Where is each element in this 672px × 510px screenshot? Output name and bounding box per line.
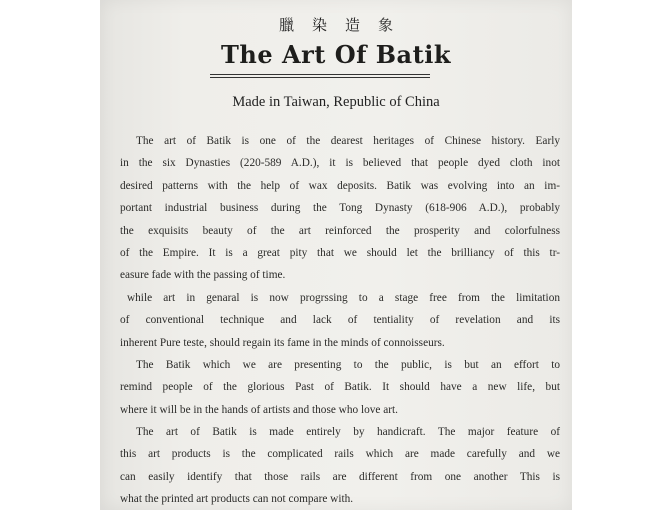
body-line: where it will be in the hands of artists and those who love art. (120, 403, 398, 416)
body-line: can easily identify that those rails are different from one another This is (120, 470, 560, 483)
body-line: the exquisits beauty of the art reinforced the prosperity and colorfulness (120, 224, 560, 237)
title-underline (210, 74, 430, 75)
chinese-title: 臘染造象 (278, 16, 411, 34)
body-line: The art of Batik is one of the dearest heritages of Chinese history. Early (136, 135, 560, 147)
document-subtitle: Made in Taiwan, Republic of China (232, 94, 440, 110)
body-line: in the six Dynasties (220-589 A.D.), it is believed that people dyed cloth inot (120, 157, 560, 170)
body-line: of conventional technique and lack of tentiality of revelation and its (120, 314, 560, 327)
body-line: easure fade with the passing of time. (120, 269, 286, 282)
body-line: desired patterns with the help of wax deposits. Batik was evolving into an im- (120, 179, 560, 192)
body-line: remind people of the glorious Past of Batik. It should have a new life, but (120, 381, 560, 394)
body-line: of the Empire. It is a great pity that we should let the brilliancy of this tr- (120, 246, 560, 259)
body-line: The art of Batik is made entirely by handicraft. The major feature of (136, 426, 560, 439)
body-line: portant industrial business during the Tong Dynasty (618-906 A.D.), probably (120, 202, 560, 215)
document-title: The Art Of Batik (221, 40, 451, 69)
document-body (120, 130, 560, 510)
body-line: this art products is the complicated rails which are made carefully and we (120, 448, 560, 461)
body-line: The Batik which we are presenting to the public, is but an effort to (136, 358, 560, 371)
body-line: while art in genaral is now progrssing to a stage free from the limitation (127, 291, 560, 304)
title-underline-second (210, 77, 430, 78)
body-line: what the printed art products can not compare with. (120, 493, 354, 506)
body-line: inherent Pure teste, should regain its fame in the minds of connoisseurs. (120, 336, 445, 349)
document-page (100, 0, 572, 510)
